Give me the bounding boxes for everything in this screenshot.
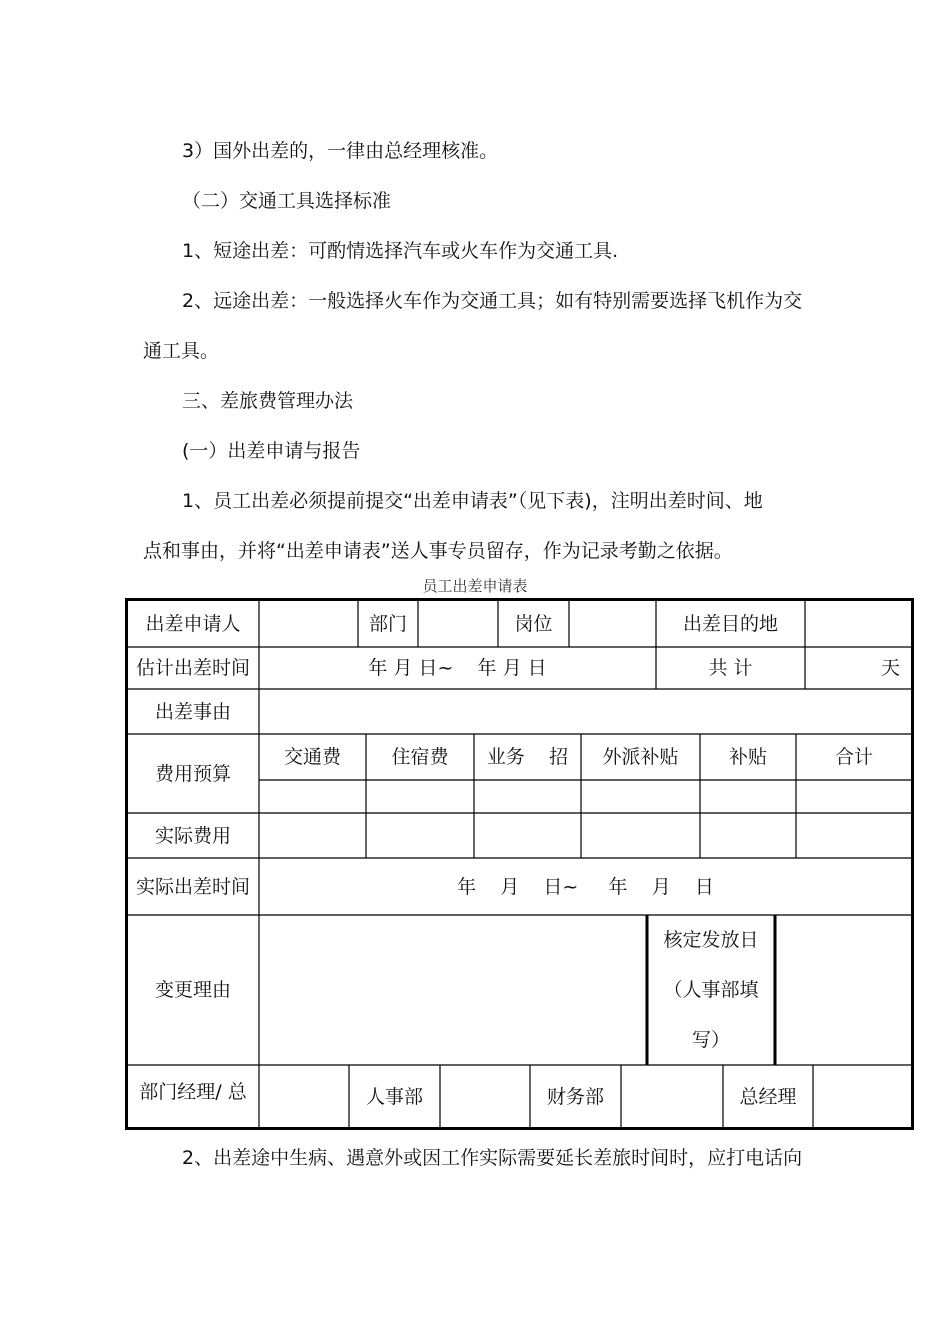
col-business: 业务 招 bbox=[486, 746, 569, 768]
dept-manager-label: 部门经理/ 总 bbox=[139, 1081, 247, 1103]
total-days-label: 共 计 bbox=[708, 657, 753, 679]
finance-label: 财务部 bbox=[546, 1085, 604, 1108]
paragraph-short-trip: 1、短途出差：可酌情选择汽车或火车作为交通工具. bbox=[182, 240, 619, 262]
reason-label: 出差事由 bbox=[154, 700, 231, 723]
post-field[interactable] bbox=[569, 600, 656, 647]
change-reason-label: 变更理由 bbox=[154, 979, 231, 1001]
heading-transport-standard: （二）交通工具选择标准 bbox=[182, 190, 392, 212]
col-lodging: 住宿费 bbox=[391, 746, 449, 768]
finance-sign[interactable] bbox=[621, 1065, 723, 1128]
gm-label: 总经理 bbox=[739, 1085, 797, 1108]
col-transport: 交通费 bbox=[283, 746, 341, 768]
reason-field[interactable] bbox=[259, 689, 912, 734]
hr-sign[interactable] bbox=[440, 1065, 530, 1128]
dept-label: 部门 bbox=[368, 612, 407, 635]
change-reason-field[interactable] bbox=[259, 915, 647, 1065]
actual-time-field[interactable]: 年 月 日~ 年 月 日 bbox=[457, 875, 714, 898]
paragraph-long-trip-cont: 通工具。 bbox=[143, 340, 220, 362]
heading-trip-application: (一）出差申请与报告 bbox=[182, 440, 361, 462]
approve-date-line2: （人事部填 bbox=[663, 979, 759, 1001]
actual-cost-row[interactable] bbox=[259, 813, 912, 858]
hr-label: 人事部 bbox=[365, 1085, 423, 1108]
est-time-label: 估计出差时间 bbox=[135, 657, 250, 679]
destination-label: 出差目的地 bbox=[682, 612, 778, 635]
paragraph-foreign-trip: 3）国外出差的，一律由总经理核准。 bbox=[182, 140, 499, 162]
paragraph-application-rule-cont: 点和事由，并将“出差申请表”送人事专员留存，作为记录考勤之依据。 bbox=[143, 540, 733, 562]
form-caption: 员工出差申请表 bbox=[422, 577, 528, 595]
gm-sign[interactable] bbox=[813, 1065, 912, 1128]
col-total: 合计 bbox=[834, 746, 873, 768]
post-label: 岗位 bbox=[514, 612, 553, 635]
total-days-field[interactable]: 天 bbox=[880, 657, 900, 679]
paragraph-extension-rule: 2、出差途中生病、遇意外或因工作实际需要延长差旅时间时，应打电话向 bbox=[182, 1147, 803, 1169]
paragraph-long-trip: 2、远途出差：一般选择火车作为交通工具；如有特别需要选择飞机作为交 bbox=[182, 290, 803, 312]
col-allowance-out: 外派补贴 bbox=[602, 746, 679, 768]
approve-date-label bbox=[647, 915, 775, 1065]
actual-time-label: 实际出差时间 bbox=[135, 875, 250, 898]
budget-label: 费用预算 bbox=[154, 762, 231, 785]
dept-manager-sign[interactable] bbox=[259, 1065, 349, 1128]
destination-field[interactable] bbox=[805, 600, 912, 647]
approve-date-field[interactable] bbox=[775, 915, 912, 1065]
est-time-field[interactable]: 年 月 日~ 年 月 日 bbox=[368, 657, 547, 679]
paragraph-application-rule: 1、员工出差必须提前提交“出差申请表”（见下表)，注明出差时间、地 bbox=[182, 490, 763, 512]
heading-travel-expense-rules: 三、差旅费管理办法 bbox=[182, 390, 354, 412]
applicant-field[interactable] bbox=[259, 600, 358, 647]
approve-date-line1: 核定发放日 bbox=[663, 929, 759, 951]
approve-date-line3: 写） bbox=[691, 1029, 730, 1051]
applicant-label: 出差申请人 bbox=[145, 612, 241, 635]
actual-cost-label: 实际费用 bbox=[154, 824, 231, 847]
budget-values-row[interactable] bbox=[259, 780, 912, 813]
col-allowance: 补贴 bbox=[728, 746, 767, 768]
dept-field[interactable] bbox=[418, 600, 498, 647]
